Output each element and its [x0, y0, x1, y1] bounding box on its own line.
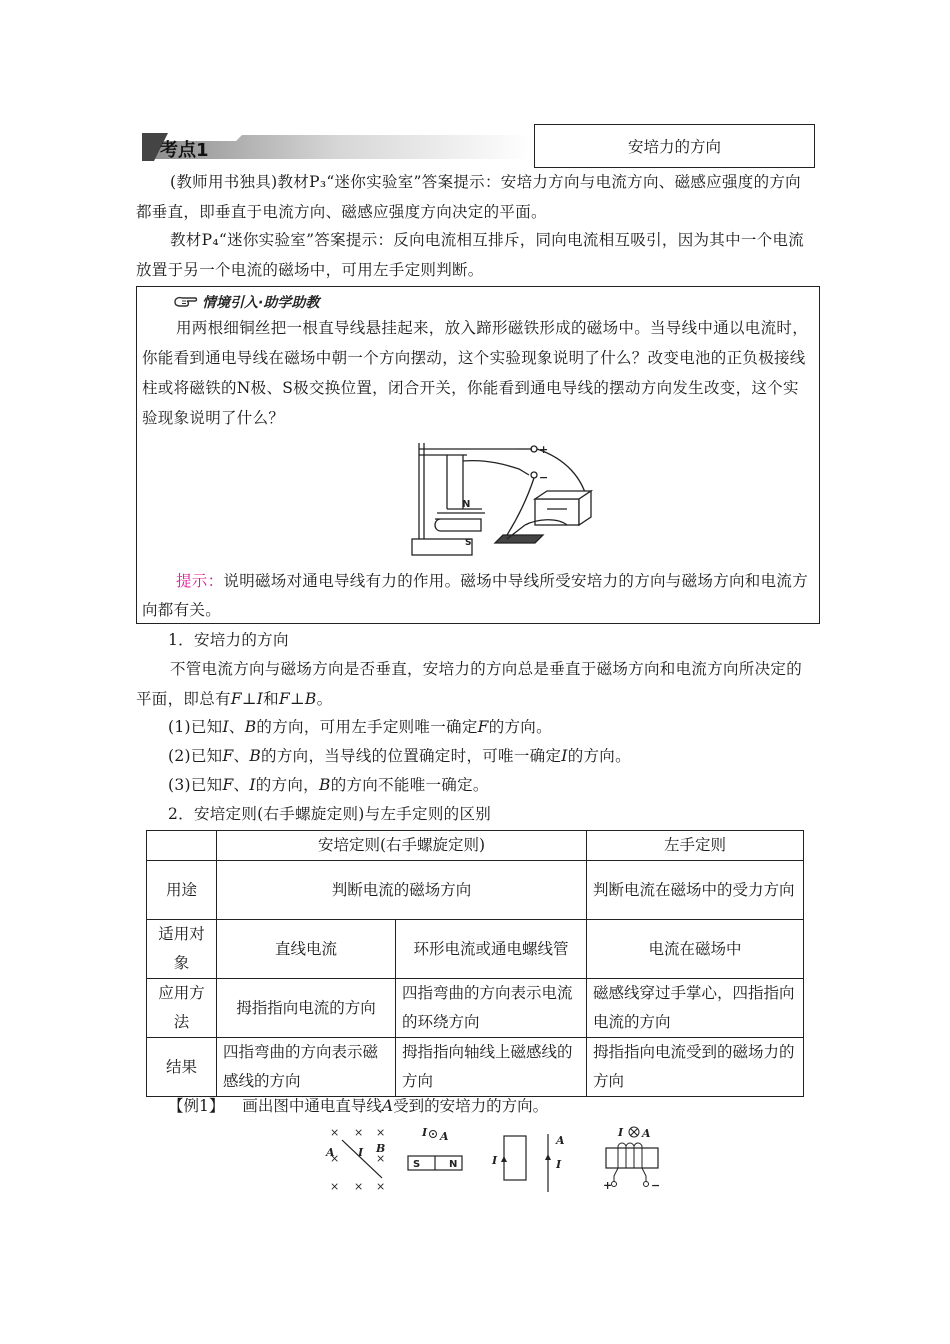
- figure-3-loop-and-wire: [491, 1134, 565, 1192]
- svg-text:N: N: [449, 1159, 458, 1170]
- topic-title: 安培力的方向: [534, 124, 815, 168]
- svg-text:×: ×: [354, 1180, 364, 1193]
- figure-4-solenoid: [603, 1126, 660, 1192]
- scenario-hint: [142, 567, 814, 625]
- table-row-label: 适用对象: [147, 920, 217, 979]
- example-figures: [320, 1120, 680, 1196]
- section1-item-3: (3)已知F、I的方向，B的方向不能唯一确定。: [168, 776, 489, 794]
- topic-header: [136, 124, 815, 168]
- apparatus-figure: [407, 439, 607, 561]
- intro-paragraph-2: 教材P₄“迷你实验室”答案提示：反向电流相互排斥，同向电流相互吸引，因为其中一个电流放置于另一个电流的磁场中，可用左手定则判断。: [136, 231, 805, 279]
- section1-item-2: (2)已知F、B的方向，当导线的位置确定时，可唯一确定I的方向。: [168, 747, 631, 765]
- svg-text:×: ×: [330, 1126, 340, 1139]
- section1-description: 不管电流方向与磁场方向是否垂直，安培力的方向总是垂直于磁场方向和电流方向所决定的平面，即总有F⊥I和F⊥B。: [136, 660, 803, 708]
- table-row: [147, 831, 804, 861]
- svg-text:I: I: [358, 1146, 364, 1159]
- scenario-heading: [173, 291, 319, 313]
- figure-n-pole-label: N: [462, 499, 471, 510]
- figure-1-field: [325, 1126, 385, 1193]
- table-row-label: 结果: [147, 1038, 217, 1097]
- table-row: [147, 920, 804, 979]
- hint-label: 提示：: [176, 572, 224, 590]
- section1-title: 1．安培力的方向: [168, 631, 289, 649]
- table-cell: 四指弯曲的方向表示电流的环绕方向: [396, 979, 587, 1038]
- pointing-hand-icon: [173, 294, 199, 310]
- svg-text:×: ×: [376, 1152, 386, 1165]
- svg-text:I: I: [422, 1126, 428, 1139]
- svg-text:×: ×: [354, 1126, 364, 1139]
- svg-text:I: I: [492, 1154, 498, 1167]
- svg-text:×: ×: [376, 1180, 386, 1193]
- table-cell: 电流在磁场中: [587, 920, 804, 979]
- svg-text:A: A: [326, 1146, 335, 1159]
- table-cell: 拇指指向电流的方向: [217, 979, 396, 1038]
- figure-plus-label: +: [539, 443, 549, 456]
- svg-text:×: ×: [376, 1126, 386, 1139]
- hint-text: 说明磁场对通电导线有力的作用。磁场中导线所受安培力的方向与磁场方向和电流方向都有关。: [142, 572, 809, 619]
- figure-2-bar-magnet: [408, 1126, 462, 1170]
- svg-text:S: S: [413, 1159, 421, 1170]
- table-cell: [147, 831, 217, 861]
- topic-tag-banner: [136, 131, 532, 163]
- svg-text:A: A: [642, 1127, 651, 1140]
- intro-paragraph-1: (教师用书独具)教材P₃“迷你实验室”答案提示：安培力方向与电流方向、磁感应强度的方向都垂直，即垂直于电流方向、磁感应强度方向决定的平面。: [136, 173, 801, 221]
- table-row-label: 用途: [147, 861, 217, 920]
- svg-text:×: ×: [330, 1152, 340, 1165]
- table-row-label: 应用方法: [147, 979, 217, 1038]
- table-cell: 直线电流: [217, 920, 396, 979]
- svg-text:I: I: [556, 1158, 562, 1171]
- svg-text:+: +: [603, 1179, 613, 1192]
- svg-text:I: I: [618, 1126, 624, 1139]
- scenario-body: 用两根细铜丝把一根直导线悬挂起来，放入蹄形磁铁形成的磁场中。当导线中通以电流时，你能看到通电导线在磁场中朝一个方向摆动，这个实验现象说明了什么？改变电池的正负极接线柱或将磁铁的N极、S极交换位置，闭合开关，你能看到通电导线的摆动方向发生改变，这个实验现象说明了什么？: [142, 319, 809, 427]
- table-cell: 磁感线穿过手掌心，四指指向电流的方向: [587, 979, 804, 1038]
- example-tag: 【例1】: [168, 1097, 225, 1115]
- topic-tag-label: 考点1: [160, 140, 209, 161]
- section1-item-1: (1)已知I、B的方向，可用左手定则唯一确定F的方向。: [168, 718, 552, 736]
- table-row: [147, 1038, 804, 1097]
- svg-text:×: ×: [330, 1180, 340, 1193]
- table-cell: 拇指指向电流受到的磁场力的方向: [587, 1038, 804, 1097]
- table-row: [147, 861, 804, 920]
- figure-s-pole-label: S: [465, 538, 472, 548]
- scenario-box: [136, 286, 820, 624]
- table-cell: 拇指指向轴线上磁感线的方向: [396, 1038, 587, 1097]
- table-cell: 四指弯曲的方向表示磁感线的方向: [217, 1038, 396, 1097]
- svg-text:A: A: [556, 1134, 565, 1147]
- svg-text:A: A: [440, 1130, 449, 1143]
- comparison-table: [146, 830, 804, 1097]
- svg-text:B: B: [376, 1142, 386, 1155]
- section2-title: 2．安培定则(右手螺旋定则)与左手定则的区别: [168, 805, 492, 823]
- scenario-heading-text: 情境引入·助学助教: [202, 295, 320, 311]
- table-header-left-hand: 左手定则: [587, 831, 804, 861]
- table-header-ampere: 安培定则(右手螺旋定则): [217, 831, 587, 861]
- figure-minus-label: −: [539, 471, 549, 484]
- table-cell: 判断电流在磁场中的受力方向: [587, 861, 804, 920]
- svg-text:−: −: [651, 1179, 661, 1192]
- example-1: 【例1】 画出图中通电直导线A受到的安培力的方向。: [168, 1097, 549, 1115]
- table-cell: 判断电流的磁场方向: [217, 861, 587, 920]
- table-cell: 环形电流或通电螺线管: [396, 920, 587, 979]
- table-row: [147, 979, 804, 1038]
